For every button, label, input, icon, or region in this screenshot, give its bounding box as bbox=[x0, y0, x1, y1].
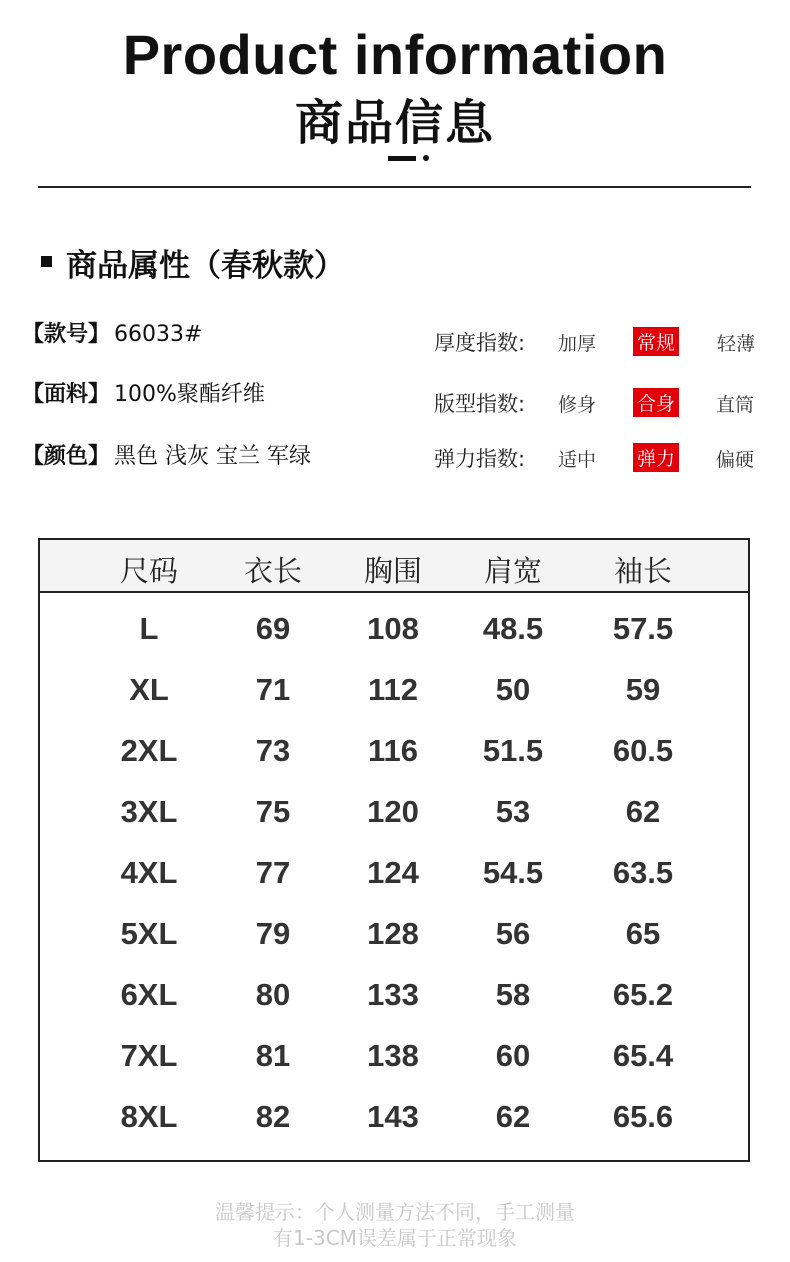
table-cell: 58 bbox=[495, 977, 531, 1012]
table-header-cell: 尺码 bbox=[119, 554, 178, 588]
index-option-selected: 弹力 bbox=[633, 443, 679, 472]
table-cell: 63.5 bbox=[612, 855, 674, 890]
index-option: 轻薄 bbox=[717, 333, 756, 355]
table-cell: 65.6 bbox=[612, 1099, 674, 1134]
table-cell: 138 bbox=[367, 1038, 419, 1073]
table-cell: XL bbox=[129, 672, 169, 707]
table-cell: 54.5 bbox=[482, 855, 544, 890]
index-label: 弹力指数: bbox=[434, 447, 526, 471]
page-title-chinese: 商品信息 bbox=[294, 95, 495, 151]
table-row bbox=[40, 965, 748, 1026]
table-header-cell: 肩宽 bbox=[483, 554, 542, 588]
index-option-selected: 合身 bbox=[633, 388, 679, 417]
attribute-colors bbox=[22, 439, 311, 470]
table-cell: 128 bbox=[367, 916, 419, 951]
attribute-value: 黑色 浅灰 宝兰 军绿 bbox=[114, 444, 311, 469]
table-cell: 73 bbox=[255, 733, 291, 768]
table-cell: 143 bbox=[367, 1099, 419, 1134]
table-cell: 62 bbox=[495, 1099, 531, 1134]
table-header-cell: 胸围 bbox=[363, 554, 422, 588]
table-cell: 7XL bbox=[120, 1038, 178, 1073]
table-cell: 124 bbox=[367, 855, 419, 890]
index-option: 加厚 bbox=[558, 333, 597, 355]
attribute-fabric bbox=[22, 377, 265, 408]
table-cell: 75 bbox=[255, 794, 291, 829]
index-option: 偏硬 bbox=[716, 449, 755, 471]
table-cell: 5XL bbox=[120, 916, 178, 951]
table-cell: 82 bbox=[255, 1099, 291, 1134]
header-divider bbox=[38, 186, 751, 188]
attribute-label: 【款号】 bbox=[22, 322, 111, 347]
table-row bbox=[40, 904, 748, 965]
table-cell: 71 bbox=[255, 672, 291, 707]
table-header-row bbox=[40, 540, 748, 593]
index-option: 适中 bbox=[558, 449, 597, 471]
table-cell: L bbox=[139, 611, 159, 646]
table-cell: 80 bbox=[255, 977, 291, 1012]
index-label: 厚度指数: bbox=[434, 331, 526, 355]
table-row bbox=[40, 782, 748, 843]
table-row bbox=[40, 599, 748, 660]
table-cell: 6XL bbox=[120, 977, 178, 1012]
title-dot-mark bbox=[423, 155, 429, 161]
table-cell: 4XL bbox=[120, 855, 178, 890]
table-cell: 69 bbox=[255, 611, 291, 646]
attribute-label: 【面料】 bbox=[22, 382, 111, 407]
table-cell: 65.4 bbox=[612, 1038, 674, 1073]
footnote-line-1: 温馨提示：个人测量方法不同，手工测量 bbox=[215, 1200, 575, 1224]
index-option-selected: 常规 bbox=[633, 327, 679, 356]
index-label: 版型指数: bbox=[434, 392, 526, 416]
table-cell: 51.5 bbox=[482, 733, 544, 768]
table-cell: 53 bbox=[495, 794, 531, 829]
table-cell: 3XL bbox=[120, 794, 178, 829]
table-cell: 60 bbox=[495, 1038, 531, 1073]
table-header-cell: 袖长 bbox=[613, 554, 672, 588]
table-cell: 50 bbox=[495, 672, 531, 707]
table-cell: 8XL bbox=[120, 1099, 178, 1134]
table-cell: 56 bbox=[495, 916, 531, 951]
table-cell: 57.5 bbox=[612, 611, 674, 646]
table-cell: 81 bbox=[255, 1038, 291, 1073]
table-cell: 60.5 bbox=[612, 733, 674, 768]
section-title: 商品属性（春秋款） bbox=[66, 248, 345, 284]
attribute-style-number bbox=[22, 317, 202, 348]
attribute-value: 66033# bbox=[114, 322, 203, 347]
table-cell: 133 bbox=[367, 977, 419, 1012]
table-cell: 62 bbox=[625, 794, 661, 829]
attribute-label: 【颜色】 bbox=[22, 444, 111, 469]
index-option: 修身 bbox=[558, 394, 597, 416]
attribute-value: 100%聚酯纤维 bbox=[114, 382, 265, 407]
table-cell: 112 bbox=[367, 672, 418, 707]
table-row bbox=[40, 660, 748, 721]
table-cell: 65 bbox=[625, 916, 661, 951]
table-cell: 108 bbox=[367, 611, 419, 646]
table-row bbox=[40, 843, 748, 904]
index-option: 直筒 bbox=[716, 394, 755, 416]
table-cell: 120 bbox=[367, 794, 419, 829]
table-cell: 65.2 bbox=[612, 977, 674, 1012]
table-cell: 48.5 bbox=[482, 611, 544, 646]
table-cell: 116 bbox=[367, 733, 418, 768]
table-row bbox=[40, 1087, 748, 1148]
table-cell: 59 bbox=[625, 672, 661, 707]
footnote-line-2: 有1-3CM误差属于正常现象 bbox=[273, 1226, 517, 1250]
table-cell: 79 bbox=[255, 916, 291, 951]
square-bullet-icon bbox=[41, 256, 52, 267]
table-row bbox=[40, 1026, 748, 1087]
table-row bbox=[40, 721, 748, 782]
table-cell: 2XL bbox=[120, 733, 178, 768]
size-chart-table bbox=[38, 538, 750, 1162]
table-header-cell: 衣长 bbox=[243, 554, 302, 588]
table-cell: 77 bbox=[255, 855, 291, 890]
title-underline-mark bbox=[388, 156, 416, 161]
page-title-english: Product information bbox=[122, 23, 668, 86]
